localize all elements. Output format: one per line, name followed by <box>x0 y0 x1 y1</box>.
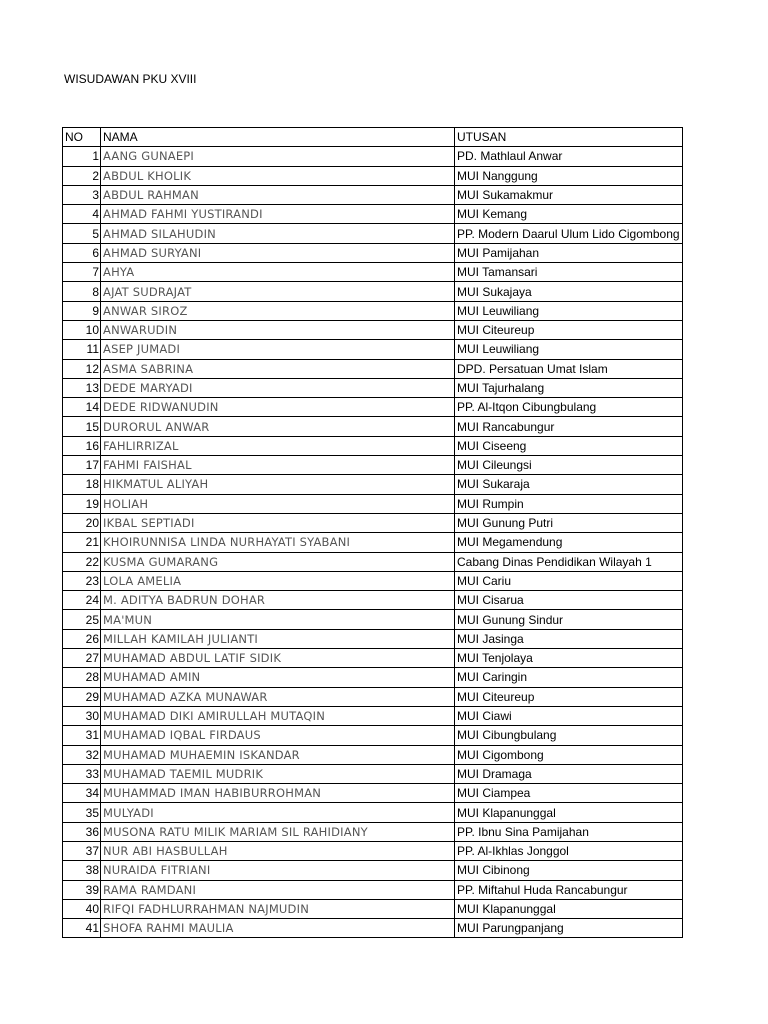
table-row <box>63 494 683 513</box>
row-utusan: MUI Dramaga <box>455 764 683 783</box>
table-row <box>63 822 683 841</box>
row-utusan: MUI Parungpanjang <box>455 919 683 938</box>
row-no: 31 <box>63 726 101 745</box>
row-nama: MUHAMAD TAEMIL MUDRIK <box>101 764 455 783</box>
row-no: 15 <box>63 417 101 436</box>
row-nama: MUHAMAD MUHAEMIN ISKANDAR <box>101 745 455 764</box>
table-row <box>63 263 683 282</box>
table-row <box>63 668 683 687</box>
table-row <box>63 166 683 185</box>
header-row <box>63 128 683 147</box>
row-nama: ASEP JUMADI <box>101 340 455 359</box>
table-row <box>63 533 683 552</box>
table-row <box>63 571 683 590</box>
row-utusan: MUI Tamansari <box>455 263 683 282</box>
row-no: 14 <box>63 398 101 417</box>
row-utusan: Cabang Dinas Pendidikan Wilayah 1 <box>455 552 683 571</box>
table-row <box>63 706 683 725</box>
row-no: 1 <box>63 147 101 166</box>
table-row <box>63 205 683 224</box>
row-no: 39 <box>63 880 101 899</box>
row-nama: MA'MUN <box>101 610 455 629</box>
table-row <box>63 185 683 204</box>
row-utusan: MUI Ciampea <box>455 784 683 803</box>
row-utusan: MUI Pamijahan <box>455 243 683 262</box>
row-no: 29 <box>63 687 101 706</box>
row-nama: LOLA AMELIA <box>101 571 455 590</box>
table-row <box>63 320 683 339</box>
table-row <box>63 359 683 378</box>
row-no: 36 <box>63 822 101 841</box>
table-row <box>63 861 683 880</box>
row-utusan: PP. Modern Daarul Ulum Lido Cigombong <box>455 224 683 243</box>
row-nama: M. ADITYA BADRUN DOHAR <box>101 591 455 610</box>
row-no: 34 <box>63 784 101 803</box>
row-nama: MUHAMMAD IMAN HABIBURROHMAN <box>101 784 455 803</box>
row-utusan: DPD. Persatuan Umat Islam <box>455 359 683 378</box>
row-no: 21 <box>63 533 101 552</box>
row-nama: RIFQI FADHLURRAHMAN NAJMUDIN <box>101 899 455 918</box>
row-utusan: PD. Mathlaul Anwar <box>455 147 683 166</box>
table-row <box>63 378 683 397</box>
row-nama: ANWAR SIROZ <box>101 301 455 320</box>
row-nama: KHOIRUNNISA LINDA NURHAYATI SYABANI <box>101 533 455 552</box>
row-no: 23 <box>63 571 101 590</box>
row-nama: KUSMA GUMARANG <box>101 552 455 571</box>
row-nama: ANWARUDIN <box>101 320 455 339</box>
row-utusan: MUI Citeureup <box>455 320 683 339</box>
row-utusan: MUI Cigombong <box>455 745 683 764</box>
table-row <box>63 745 683 764</box>
row-utusan: MUI Leuwiliang <box>455 301 683 320</box>
table-row <box>63 475 683 494</box>
header-utusan: UTUSAN <box>455 128 683 147</box>
table-row <box>63 417 683 436</box>
header-nama: NAMA <box>101 128 455 147</box>
row-nama: FAHLIRRIZAL <box>101 436 455 455</box>
row-nama: HIKMATUL ALIYAH <box>101 475 455 494</box>
row-utusan: PP. Al-Ikhlas Jonggol <box>455 841 683 860</box>
row-nama: MUHAMAD IQBAL FIRDAUS <box>101 726 455 745</box>
table-row <box>63 456 683 475</box>
row-no: 12 <box>63 359 101 378</box>
row-no: 24 <box>63 591 101 610</box>
row-utusan: MUI Klapanunggal <box>455 899 683 918</box>
table-row <box>63 398 683 417</box>
row-no: 33 <box>63 764 101 783</box>
table-row <box>63 591 683 610</box>
row-nama: ASMA SABRINA <box>101 359 455 378</box>
row-nama: MUHAMAD ABDUL LATIF SIDIK <box>101 649 455 668</box>
row-utusan: PP. Ibnu Sina Pamijahan <box>455 822 683 841</box>
row-nama: MULYADI <box>101 803 455 822</box>
table-row <box>63 726 683 745</box>
row-nama: HOLIAH <box>101 494 455 513</box>
row-utusan: MUI Caringin <box>455 668 683 687</box>
row-nama: AHMAD SILAHUDIN <box>101 224 455 243</box>
table-row <box>63 841 683 860</box>
row-nama: AHMAD SURYANI <box>101 243 455 262</box>
row-no: 5 <box>63 224 101 243</box>
row-nama: IKBAL SEPTIADI <box>101 513 455 532</box>
row-no: 13 <box>63 378 101 397</box>
row-no: 17 <box>63 456 101 475</box>
row-nama: DURORUL ANWAR <box>101 417 455 436</box>
table-row <box>63 610 683 629</box>
row-utusan: MUI Rancabungur <box>455 417 683 436</box>
row-no: 19 <box>63 494 101 513</box>
row-utusan: PP. Miftahul Huda Rancabungur <box>455 880 683 899</box>
row-utusan: MUI Citeureup <box>455 687 683 706</box>
row-no: 25 <box>63 610 101 629</box>
row-no: 28 <box>63 668 101 687</box>
graduates-table <box>62 127 683 938</box>
row-no: 10 <box>63 320 101 339</box>
row-no: 38 <box>63 861 101 880</box>
row-utusan: MUI Ciawi <box>455 706 683 725</box>
row-nama: AANG GUNAEPI <box>101 147 455 166</box>
row-no: 7 <box>63 263 101 282</box>
row-no: 37 <box>63 841 101 860</box>
table-row <box>63 687 683 706</box>
row-nama: AJAT SUDRAJAT <box>101 282 455 301</box>
row-utusan: MUI Nanggung <box>455 166 683 185</box>
row-no: 26 <box>63 629 101 648</box>
row-nama: RAMA RAMDANI <box>101 880 455 899</box>
row-utusan: MUI Cibungbulang <box>455 726 683 745</box>
table-row <box>63 880 683 899</box>
row-nama: ABDUL KHOLIK <box>101 166 455 185</box>
row-utusan: MUI Cariu <box>455 571 683 590</box>
table-row <box>63 301 683 320</box>
row-utusan: MUI Tajurhalang <box>455 378 683 397</box>
table-row <box>63 803 683 822</box>
row-utusan: MUI Gunung Sindur <box>455 610 683 629</box>
row-nama: MUSONA RATU MILIK MARIAM SIL RAHIDIANY <box>101 822 455 841</box>
row-nama: AHYA <box>101 263 455 282</box>
row-utusan: MUI Sukaraja <box>455 475 683 494</box>
row-no: 16 <box>63 436 101 455</box>
row-utusan: MUI Megamendung <box>455 533 683 552</box>
row-no: 2 <box>63 166 101 185</box>
document-title: WISUDAWAN PKU XVIII <box>64 72 197 86</box>
row-no: 41 <box>63 919 101 938</box>
row-no: 18 <box>63 475 101 494</box>
row-nama: NUR ABI HASBULLAH <box>101 841 455 860</box>
row-utusan: MUI Gunung Putri <box>455 513 683 532</box>
row-utusan: MUI Ciseeng <box>455 436 683 455</box>
table-row <box>63 649 683 668</box>
row-no: 3 <box>63 185 101 204</box>
row-utusan: MUI Jasinga <box>455 629 683 648</box>
row-utusan: MUI Kemang <box>455 205 683 224</box>
row-no: 8 <box>63 282 101 301</box>
row-nama: MUHAMAD DIKI AMIRULLAH MUTAQIN <box>101 706 455 725</box>
table-row <box>63 224 683 243</box>
row-utusan: MUI Rumpin <box>455 494 683 513</box>
row-no: 4 <box>63 205 101 224</box>
table-row <box>63 282 683 301</box>
row-no: 20 <box>63 513 101 532</box>
table-row <box>63 243 683 262</box>
row-utusan: MUI Tenjolaya <box>455 649 683 668</box>
row-utusan: MUI Cileungsi <box>455 456 683 475</box>
row-utusan: MUI Klapanunggal <box>455 803 683 822</box>
table-row <box>63 629 683 648</box>
row-no: 40 <box>63 899 101 918</box>
row-nama: MUHAMAD AMIN <box>101 668 455 687</box>
row-nama: DEDE RIDWANUDIN <box>101 398 455 417</box>
row-utusan: PP. Al-Itqon Cibungbulang <box>455 398 683 417</box>
row-no: 35 <box>63 803 101 822</box>
table-row <box>63 513 683 532</box>
row-nama: ABDUL RAHMAN <box>101 185 455 204</box>
row-nama: FAHMI FAISHAL <box>101 456 455 475</box>
row-nama: AHMAD FAHMI YUSTIRANDI <box>101 205 455 224</box>
table-row <box>63 340 683 359</box>
table-row <box>63 919 683 938</box>
row-no: 27 <box>63 649 101 668</box>
row-nama: MILLAH KAMILAH JULIANTI <box>101 629 455 648</box>
row-nama: SHOFA RAHMI MAULIA <box>101 919 455 938</box>
row-utusan: MUI Leuwiliang <box>455 340 683 359</box>
row-nama: DEDE MARYADI <box>101 378 455 397</box>
row-utusan: MUI Sukamakmur <box>455 185 683 204</box>
header-no: NO <box>63 128 101 147</box>
row-no: 9 <box>63 301 101 320</box>
row-nama: MUHAMAD AZKA MUNAWAR <box>101 687 455 706</box>
row-no: 32 <box>63 745 101 764</box>
row-no: 22 <box>63 552 101 571</box>
row-no: 11 <box>63 340 101 359</box>
table-row <box>63 147 683 166</box>
table-row <box>63 899 683 918</box>
row-utusan: MUI Cisarua <box>455 591 683 610</box>
table-row <box>63 764 683 783</box>
row-utusan: MUI Sukajaya <box>455 282 683 301</box>
row-no: 30 <box>63 706 101 725</box>
table-row <box>63 436 683 455</box>
table-row <box>63 552 683 571</box>
row-no: 6 <box>63 243 101 262</box>
table-row <box>63 784 683 803</box>
row-nama: NURAIDA FITRIANI <box>101 861 455 880</box>
row-utusan: MUI Cibinong <box>455 861 683 880</box>
